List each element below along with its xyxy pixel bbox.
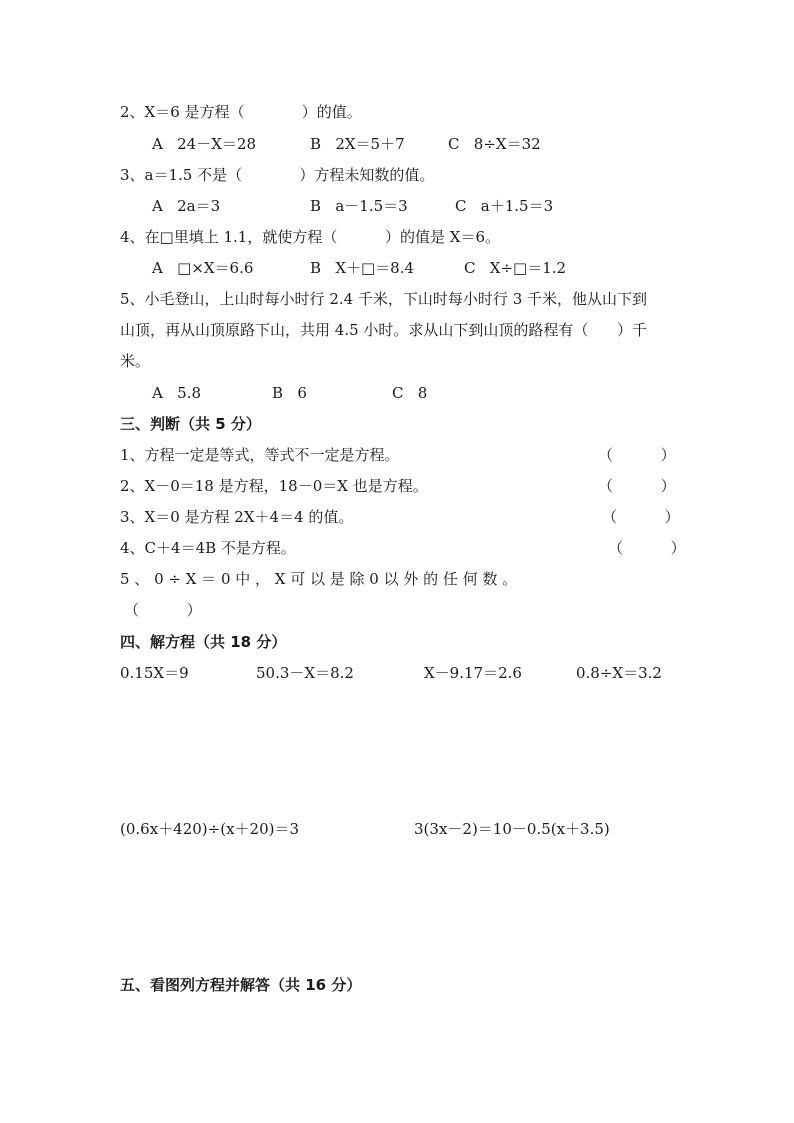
q5-option-c: C 8 — [392, 384, 428, 402]
equation-2: 50.3－X＝8.2 — [256, 664, 354, 682]
q4-option-b: B X＋□＝8.4 — [310, 259, 415, 277]
judge-5-answer-blank[interactable]: （ ） — [124, 601, 202, 619]
question-5-line-1: 5、小毛登山，上山时每小时行 2.4 千米，下山时每小时行 3 千米，他从山下到 — [120, 290, 648, 308]
judge-item-2: 2、X－0＝18 是方程，18－0＝X 也是方程。 — [120, 477, 428, 495]
judge-1-answer-blank[interactable]: （ ） — [598, 446, 676, 464]
judge-item-5: 5 、 0 ÷ X ＝ 0 中 ， X 可 以 是 除 0 以 外 的 任 何 数 。 — [120, 570, 518, 588]
judge-2-answer-blank[interactable]: （ ） — [598, 477, 676, 495]
judge-item-4: 4、C＋4＝4B 不是方程。 — [120, 539, 296, 557]
judge-3-answer-blank[interactable]: （ ） — [602, 508, 680, 526]
q4-option-c: C X÷□＝1.2 — [464, 259, 567, 277]
judge-item-3: 3、X＝0 是方程 2X＋4＝4 的值。 — [120, 508, 354, 526]
section-4-heading: 四、解方程（共 18 分） — [120, 633, 287, 651]
question-2: 2、X＝6 是方程（ ）的值。 — [120, 103, 362, 121]
judge-item-1: 1、方程一定是等式，等式不一定是方程。 — [120, 446, 400, 464]
equation-4: 0.8÷X＝3.2 — [576, 664, 662, 682]
question-3: 3、a＝1.5 不是（ ）方程未知数的值。 — [120, 166, 435, 184]
question-4: 4、在□里填上 1.1，就使方程（ ）的值是 X＝6。 — [120, 228, 501, 246]
equation-5: (0.6x＋420)÷(x＋20)＝3 — [120, 820, 300, 838]
equation-1: 0.15X＝9 — [120, 664, 189, 682]
q3-option-b: B a－1.5＝3 — [310, 197, 408, 215]
q5-option-b: B 6 — [272, 384, 307, 402]
equation-6: 3(3x－2)＝10－0.5(x＋3.5) — [414, 820, 610, 838]
q2-option-b: B 2X＝5＋7 — [310, 135, 405, 153]
section-3-heading: 三、判断（共 5 分） — [120, 415, 261, 433]
q3-option-a: A 2a＝3 — [152, 197, 221, 215]
equation-3: X－9.17＝2.6 — [424, 664, 522, 682]
question-5-line-3: 米。 — [120, 352, 151, 370]
section-5-heading: 五、看图列方程并解答（共 16 分） — [120, 976, 362, 994]
q5-option-a: A 5.8 — [152, 384, 201, 402]
q2-option-c: C 8÷X＝32 — [448, 135, 541, 153]
q4-option-a: A □×X＝6.6 — [152, 259, 254, 277]
q3-option-c: C a＋1.5＝3 — [455, 197, 554, 215]
question-5-line-2: 山顶，再从山顶原路下山，共用 4.5 小时。求从山下到山顶的路程有（ ）千 — [120, 321, 648, 339]
judge-4-answer-blank[interactable]: （ ） — [608, 539, 686, 557]
q2-option-a: A 24－X＝28 — [152, 135, 256, 153]
